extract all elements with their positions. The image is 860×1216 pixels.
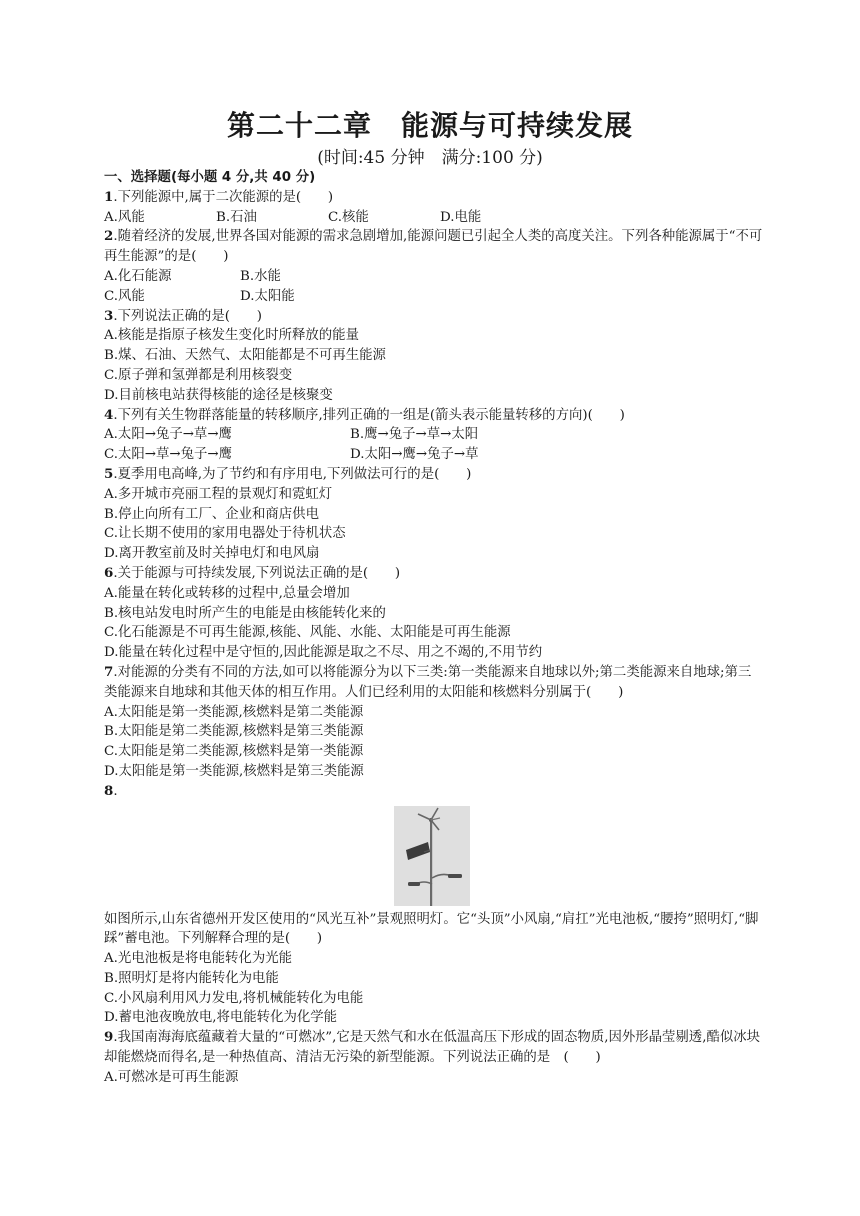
- question-stem: .下列能源中,属于二次能源的是( ): [113, 189, 334, 205]
- option-a: A.风能: [104, 209, 145, 225]
- question-8-stem: 如图所示,山东省德州开发区使用的“风光互补”景观照明灯。它“头顶”小风扇,“肩扛”光电池板,“腰挎”照明灯,“脚踩”蓄电池。下列解释合理的是( ): [104, 911, 759, 947]
- question-number: 5: [104, 465, 114, 482]
- option-a: A.能量在转化或转移的过程中,总量会增加: [104, 585, 350, 601]
- question-stem: .夏季用电高峰,为了节约和有序用电,下列做法可行的是( ): [113, 466, 472, 482]
- question-1: [104, 188, 764, 208]
- question-content: [104, 168, 764, 1088]
- option-b: B.石油: [216, 209, 257, 225]
- option-a: A.太阳→兔子→草→鹰: [104, 427, 232, 443]
- question-stem: .我国南海海底蕴藏着大量的“可燃冰”,它是天然气和水在低温高压下形成的固态物质,因外形晶莹剔透,酷似冰块却能燃烧而得名,是一种热值高、清洁无污染的新型能源。下列说法正确的是 ( ): [104, 1030, 761, 1066]
- option-d: D.太阳能: [240, 288, 295, 304]
- option-c: C.让长期不使用的家用电器处于待机状态: [104, 526, 346, 542]
- option-b: B.太阳能是第二类能源,核燃料是第三类能源: [104, 724, 364, 740]
- question-4: [104, 406, 764, 426]
- question-stem: .关于能源与可持续发展,下列说法正确的是( ): [113, 565, 401, 581]
- question-3: [104, 307, 764, 327]
- option-b: B.停止向所有工厂、企业和商店供电: [104, 506, 319, 522]
- question-2: [104, 227, 764, 267]
- option-c: C.核能: [328, 209, 369, 225]
- question-number: 1: [104, 188, 114, 205]
- streetlight-illustration: [394, 806, 470, 906]
- option-c: C.风能: [104, 288, 145, 304]
- option-d: D.目前核电站获得核能的途径是核聚变: [104, 387, 333, 403]
- question-5: [104, 465, 764, 485]
- chapter-title: 第二十二章 能源与可持续发展: [226, 109, 633, 142]
- option-c: C.化石能源是不可再生能源,核能、风能、水能、太阳能是可再生能源: [104, 625, 511, 641]
- option-a: A.可燃冰是可再生能源: [104, 1069, 239, 1085]
- exam-time-score: (时间:45 分钟 满分:100 分): [317, 148, 543, 168]
- option-d: D.电能: [440, 209, 482, 225]
- option-a: A.多开城市亮丽工程的景观灯和霓虹灯: [104, 486, 333, 502]
- question-stem: .随着经济的发展,世界各国对能源的需求急剧增加,能源问题已引起全人类的高度关注。下列各种能源属于“不可再生能源”的是( ): [104, 229, 763, 265]
- option-c: C.小风扇利用风力发电,将机械能转化为电能: [104, 990, 364, 1006]
- option-a: A.太阳能是第一类能源,核燃料是第二类能源: [104, 704, 364, 720]
- question-number-dot: .: [113, 783, 118, 799]
- question-number: 2: [104, 228, 114, 245]
- option-b: B.鹰→兔子→草→太阳: [350, 427, 479, 443]
- wind-solar-streetlight-image: [394, 806, 470, 906]
- option-b: B.核电站发电时所产生的电能是由核能转化来的: [104, 605, 386, 621]
- question-stem: .下列说法正确的是( ): [113, 308, 262, 324]
- question-7: [104, 663, 764, 703]
- question-number: 6: [104, 564, 114, 581]
- options-row: [104, 445, 764, 465]
- option-d: D.太阳→鹰→兔子→草: [350, 447, 479, 463]
- option-b: B.水能: [240, 268, 281, 284]
- option-a: A.化石能源: [104, 268, 172, 284]
- options-row: [104, 208, 764, 228]
- option-b: B.照明灯是将内能转化为电能: [104, 970, 279, 986]
- question-6: [104, 564, 764, 584]
- question-number: 9: [104, 1029, 114, 1046]
- options-row: [104, 267, 764, 287]
- option-a: A.核能是指原子核发生变化时所释放的能量: [104, 328, 359, 344]
- option-c: C.太阳能是第二类能源,核燃料是第一类能源: [104, 744, 364, 760]
- question-8: [104, 782, 764, 802]
- option-d: D.能量在转化过程中是守恒的,因此能源是取之不尽、用之不竭的,不用节约: [104, 645, 543, 661]
- option-d: D.离开教室前及时关掉电灯和电风扇: [104, 546, 320, 562]
- question-number: 3: [104, 307, 114, 324]
- option-b: B.煤、石油、天然气、太阳能都是不可再生能源: [104, 348, 386, 364]
- options-row: [104, 425, 764, 445]
- option-c: C.太阳→草→兔子→鹰: [104, 447, 233, 463]
- question-stem: .下列有关生物群落能量的转移顺序,排列正确的一组是(箭头表示能量转移的方向)( ): [113, 407, 625, 423]
- question-9: [104, 1028, 764, 1068]
- question-number: 8: [104, 782, 114, 799]
- question-number: 4: [104, 406, 114, 423]
- option-d: D.蓄电池夜晚放电,将电能转化为化学能: [104, 1010, 338, 1026]
- question-number: 7: [104, 663, 114, 680]
- option-c: C.原子弹和氢弹都是利用核裂变: [104, 367, 293, 383]
- question-stem: .对能源的分类有不同的方法,如可以将能源分为以下三类:第一类能源来自地球以外;第二类能源来自地球;第三类能源来自地球和其他天体的相互作用。人们已经利用的太阳能和核燃料分别属于( ): [104, 664, 752, 700]
- option-d: D.太阳能是第一类能源,核燃料是第三类能源: [104, 763, 364, 779]
- section-heading: 一、选择题(每小题 4 分,共 40 分): [104, 170, 316, 185]
- option-a: A.光电池板是将电能转化为光能: [104, 951, 293, 967]
- options-row: [104, 287, 764, 307]
